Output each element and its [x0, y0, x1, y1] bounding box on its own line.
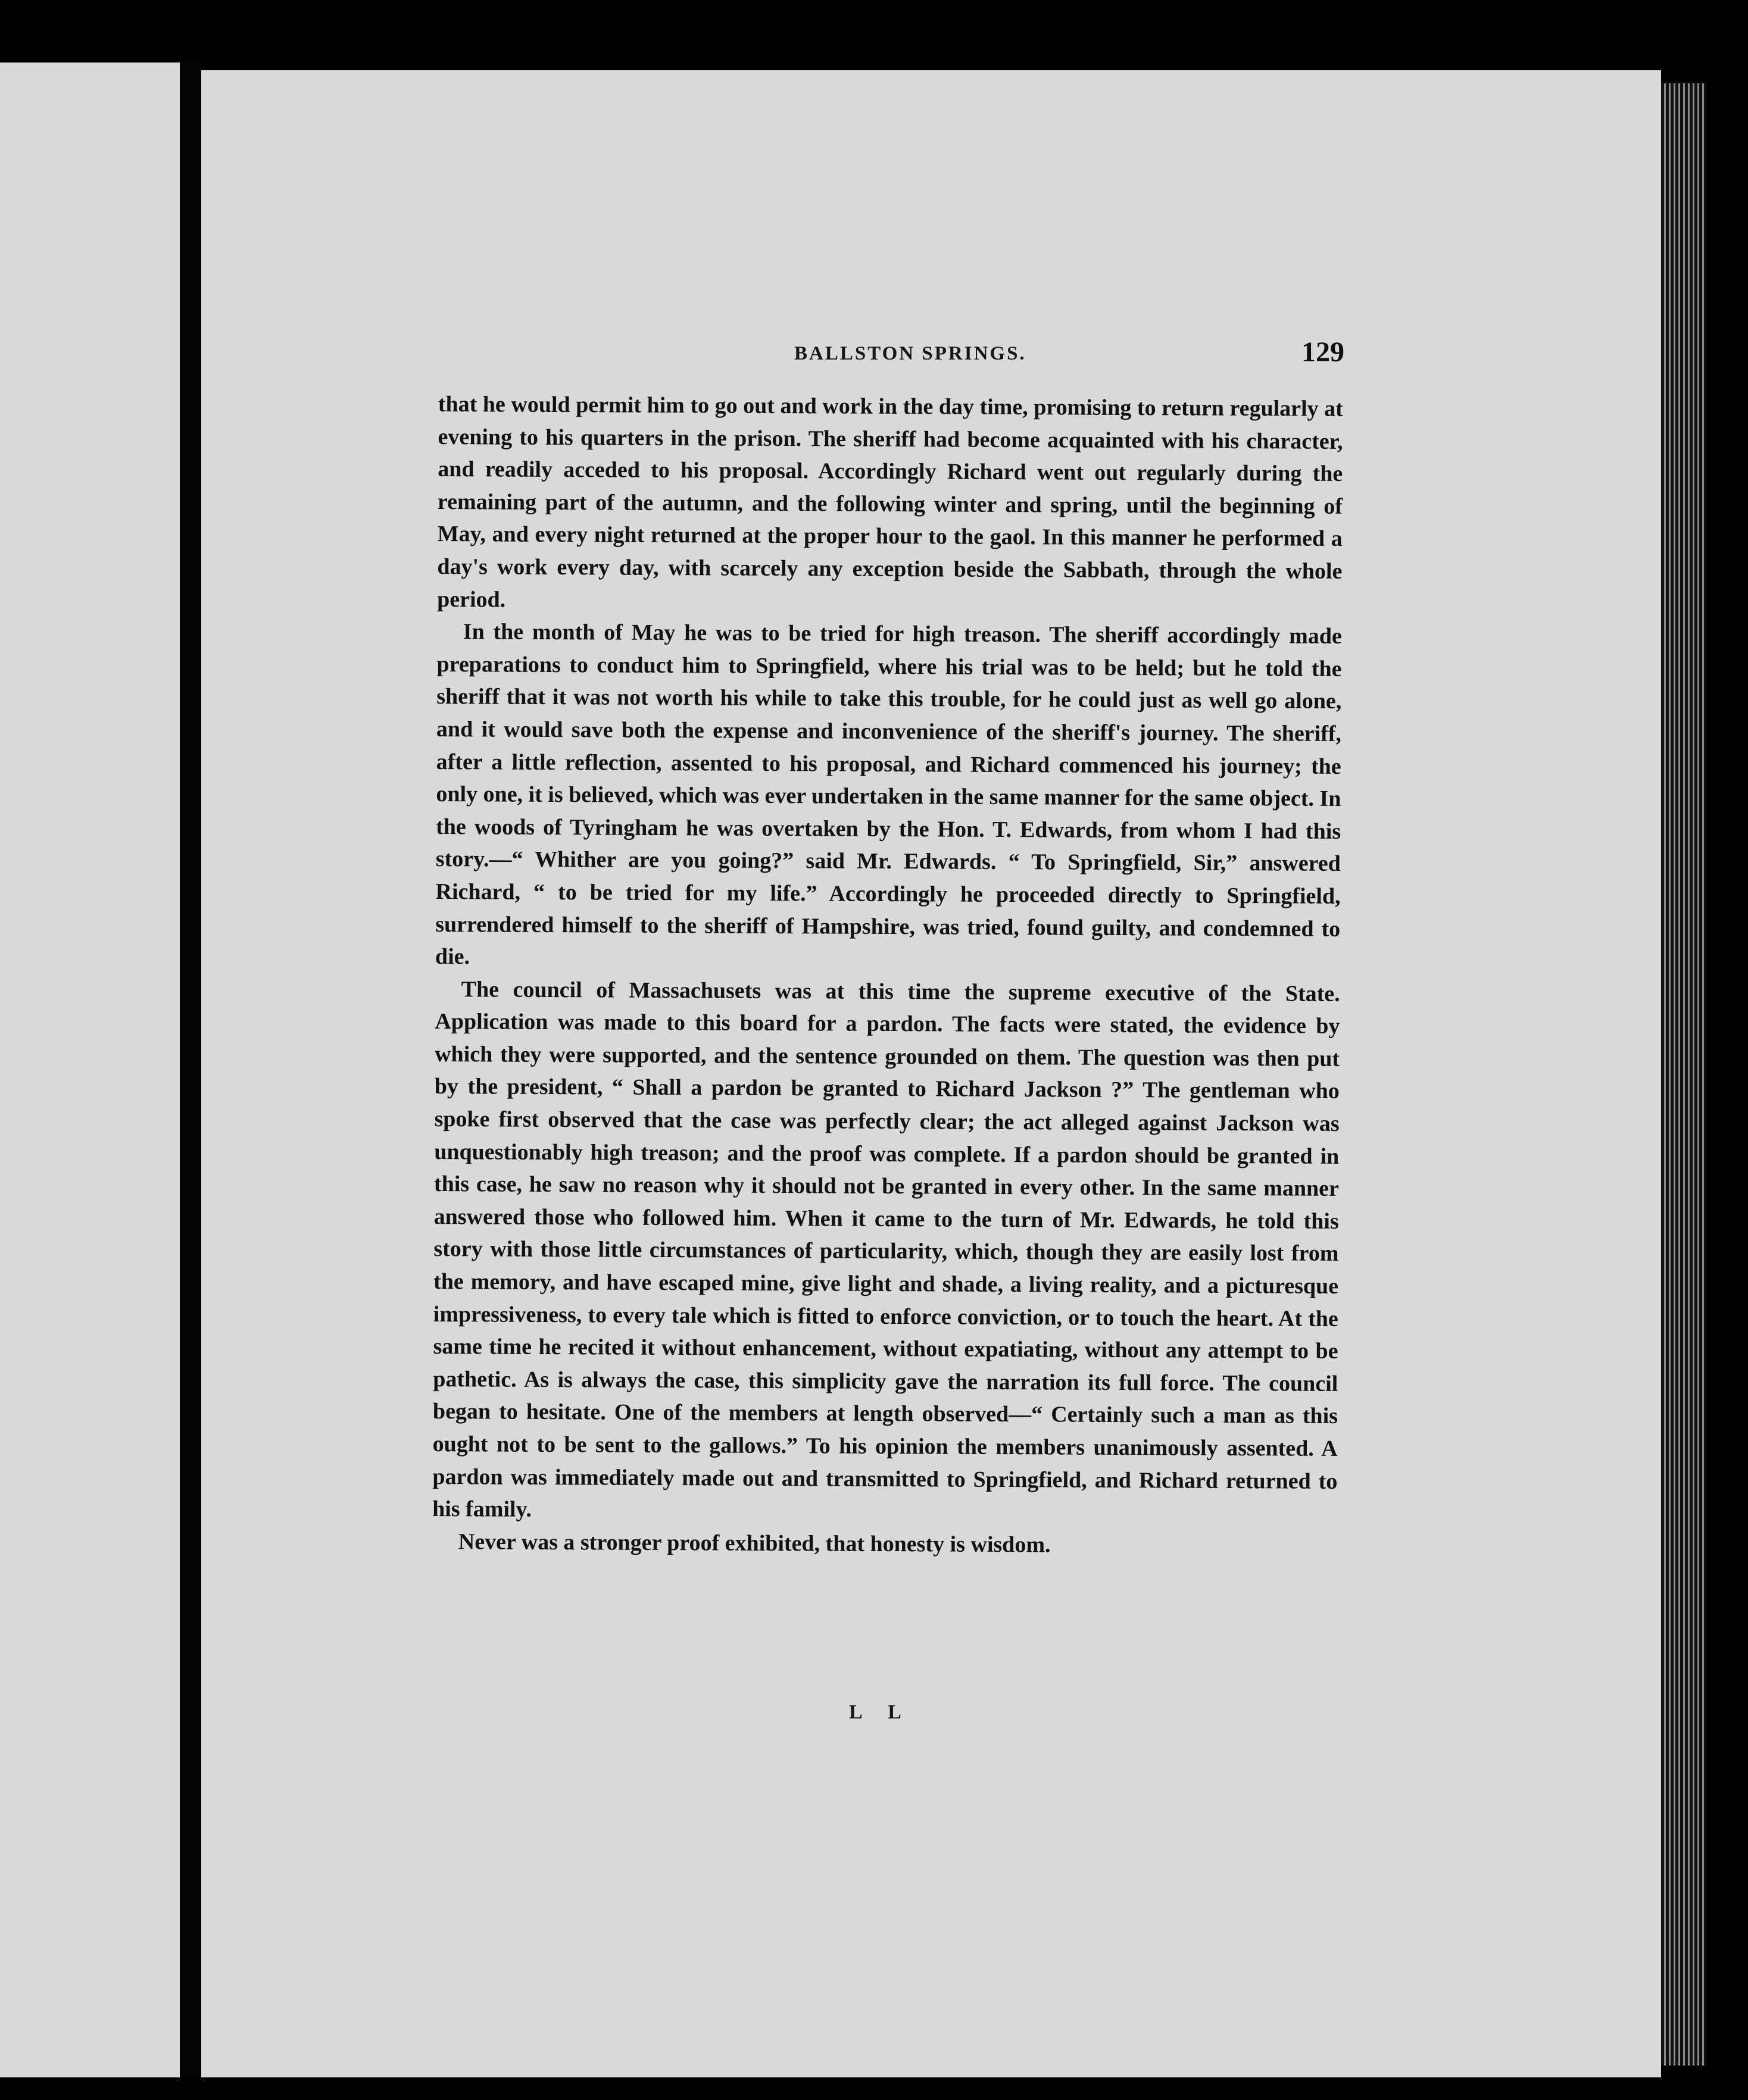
page-edges	[1661, 83, 1706, 2065]
running-head: BALLSTON SPRINGS.	[794, 343, 1026, 364]
body-text	[432, 388, 1343, 1562]
paragraph-4: Never was a stronger proof exhibited, that honesty is wisdom.	[458, 1529, 1051, 1558]
scan-border-bottom	[0, 2077, 1748, 2100]
signature-mark: L L	[849, 1701, 912, 1723]
page-header	[439, 336, 1344, 381]
facing-page-left	[0, 62, 180, 2083]
paragraph-1: that he would permit him to go out and work in the day time, promising to return regularly at evening to his quarters in the prison. The sheriff had become acquainted with his character, and readily acceded to his proposal. Accordingly Richard went out regularly during the remaining part of the autumn, and the following winter and spring, until the beginning of May, and every night returned at the proper hour to the gaol. In this manner he performed a day's work every day, with scarcely any exception beside the Sabbath, through the whole period.	[437, 391, 1343, 612]
paragraph-3: The council of Massachusets was at this time the supreme executive of the State. Application was made to this board for a pardon. The facts were stated, the evidence by which they were supported, and the sentence grounded on them. The question was then put by the president, “ Shall a pardon be granted to Richard Jackson ?” The gentleman who spoke first observed that the case was perfectly clear; the act alleged against Jackson was unquestionably high treason; and the proof was complete. If a pardon should be granted in this case, he saw no reason why it should not be granted in every other. In the same manner answered those who followed him. When it came to the turn of Mr. Edwards, he told this story with those little circumstances of particularity, which, though they are easily lost from the memory, and have escaped mine, give light and shade, a living reality, and a picturesque impressiveness, to every tale which is fitted to enforce conviction, or to touch the heart. At the same time he recited it without enhancement, without expatiating, without any attempt to be pathetic. As is always the case, this simplicity gave the narration its full force. The council began to hesitate. One of the members at length observed—“ Certainly such a man as this ought not to be sent to the gallows.” To his opinion the members unanimously assented. A pardon was immediately made out and transmitted to Springfield, and Richard returned to his family.	[432, 976, 1340, 1523]
book-gutter	[180, 62, 201, 2083]
scan-border-right	[1706, 0, 1748, 2100]
paragraph-2: In the month of May he was to be tried for high treason. The sheriff accordingly made preparations to conduct him to Springfield, where his trial was to be held; but he told the sheriff that it was not worth his while to take this trouble, for he could just as well go alone, and it would save both the expense and inconvenience of the sheriff's journey. The sheriff, after a little reflection, assented to his proposal, and Richard commenced his journey; the only one, it is believed, which was ever undertaken in the same manner for the same object. In the woods of Tyringham he was overtaken by the Hon. T. Edwards, from whom I had this story.—“ Whither are you going?” said Mr. Edwards. “ To Springfield, Sir,” answered Richard, “ to be tried for my life.” Accordingly he proceeded directly to Springfield, surrendered himself to the sheriff of Hampshire, was tried, found guilty, and condemned to die.	[435, 619, 1342, 970]
page-number: 129	[1301, 336, 1344, 368]
scan-border-top	[0, 0, 1748, 71]
